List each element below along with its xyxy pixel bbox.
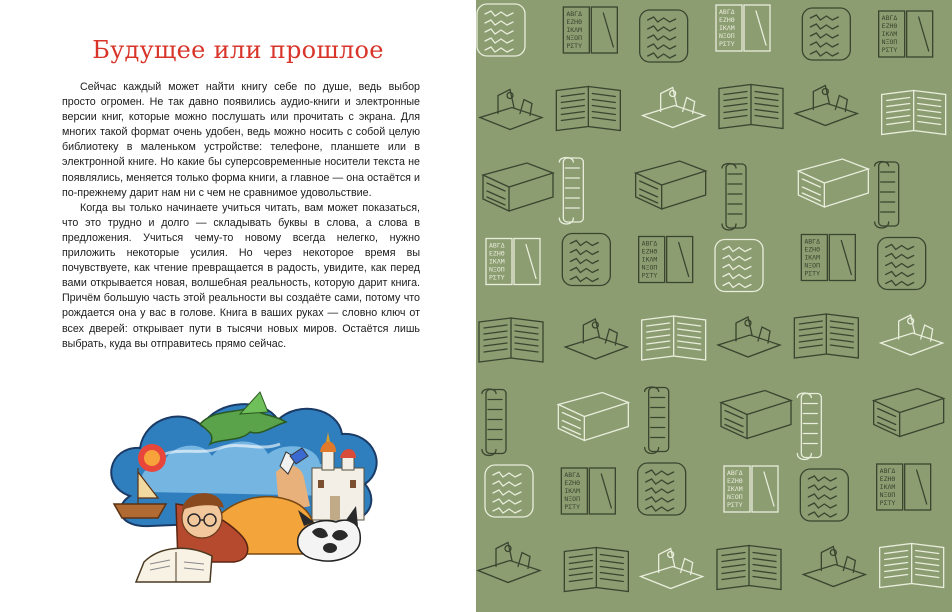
wax-tablet-icon (716, 5, 770, 51)
svg-text:ΕΖΗΘ: ΕΖΗΘ (641, 247, 658, 256)
closed-book-icon (798, 159, 868, 207)
svg-text:ΑΒΓΔ: ΑΒΓΔ (489, 241, 505, 250)
svg-text:ΝΞΟΠ: ΝΞΟΠ (879, 491, 896, 499)
scroll-icon (559, 158, 583, 225)
wax-tablet-icon (486, 239, 540, 285)
paragraph: Когда вы только начинаете учиться читать, вам может показаться, что это трудно и долго — складывать буквы в слова, а слова в предложения. Учиться чему-то новому всегда нелегко, нужно приложить некоторые усилия. Но через некоторое время вы почувствуете, как чтение превращается в радость, увидите, как перед вами открывается новая, волшебная реальность, которую дарит книга. Причём большую часть этой реальности вы создаёте сами, потому что рождается она у вас в голове. Книга в ваших руках — словно ключ от всех дверей: открывает пути в тысячи новых миров. Остаётся лишь выбрать, куда вы отправитесь прямо сейчас. (62, 201, 420, 350)
svg-text:ΝΞΟΠ: ΝΞΟΠ (719, 32, 735, 40)
svg-text:ΡΣΤΥ: ΡΣΤΥ (564, 503, 580, 511)
open-book-icon (717, 546, 781, 590)
clay-tablet-icon (640, 10, 688, 62)
closed-book-icon (483, 163, 553, 211)
scroll-icon (722, 164, 746, 231)
svg-text:ΙΚΛΜ: ΙΚΛΜ (879, 483, 896, 491)
popup-book-icon (565, 319, 627, 359)
svg-text:ΑΒΓΔ: ΑΒΓΔ (727, 469, 743, 477)
popup-book-icon (643, 88, 705, 128)
paragraph: Сейчас каждый может найти книгу себе по душе, ведь выбор просто огромен. Не так давно появились аудио-книги и электронные версии книг, которые можно послушать или прочитать с экрана. Для многих такой формат очень удобен, ведь можно носить с собой целую библиотеку в маленьком устройстве: телефоне, планшете или в электронной книге. Но какие бы суперсовременные носители текста не появлялись, меняется только форма книги, а главное — она остаётся и по-прежнему дарит нам ни с чем не сравнимое удовольствие. (62, 81, 420, 199)
svg-text:ΝΞΟΠ: ΝΞΟΠ (566, 34, 582, 42)
svg-text:ΕΖΗΘ: ΕΖΗΘ (566, 18, 582, 26)
wax-tablet-icon (879, 11, 933, 57)
svg-text:ΝΞΟΠ: ΝΞΟΠ (727, 493, 743, 501)
body-text (62, 80, 420, 352)
right-page (476, 0, 952, 612)
closed-book-icon (874, 389, 944, 437)
popup-book-icon (478, 543, 540, 583)
popup-book-icon (480, 90, 542, 130)
popup-book-icon (803, 547, 865, 587)
clay-tablet-icon (485, 465, 533, 517)
open-book-icon (642, 316, 706, 360)
svg-text:ΡΣΤΥ: ΡΣΤΥ (719, 40, 735, 48)
svg-text:ΕΖΗΘ: ΕΖΗΘ (719, 16, 735, 24)
svg-text:ΝΞΟΠ: ΝΞΟΠ (489, 265, 505, 274)
svg-text:ΝΞΟΠ: ΝΞΟΠ (564, 495, 580, 503)
clay-tablet-icon (878, 238, 926, 290)
closed-book-icon (636, 161, 706, 209)
popup-book-icon (718, 317, 780, 357)
closed-book-icon (721, 391, 791, 439)
svg-text:ΝΞΟΠ: ΝΞΟΠ (881, 38, 898, 46)
svg-text:ΡΣΤΥ: ΡΣΤΥ (881, 46, 898, 54)
boy-reading-illustration (90, 386, 400, 586)
svg-text:ΡΣΤΥ: ΡΣΤΥ (566, 42, 582, 50)
wax-tablet-icon (563, 7, 617, 53)
open-book-icon (564, 548, 628, 592)
clay-tablet-icon (800, 469, 848, 521)
svg-text:ΙΚΛΜ: ΙΚΛΜ (564, 487, 580, 495)
wax-tablet-icon (801, 235, 855, 281)
sun-icon (138, 444, 166, 472)
popup-book-icon (641, 549, 703, 589)
svg-text:ΡΣΤΥ: ΡΣΤΥ (804, 269, 820, 278)
clay-tablet-icon (715, 240, 763, 292)
svg-text:ΝΞΟΠ: ΝΞΟΠ (641, 263, 658, 272)
clay-tablet-icon (562, 234, 610, 286)
svg-text:ΙΚΛΜ: ΙΚΛΜ (881, 30, 898, 38)
svg-text:ΕΖΗΘ: ΕΖΗΘ (727, 477, 743, 485)
scroll-icon (482, 389, 506, 456)
svg-text:ΑΒΓΔ: ΑΒΓΔ (881, 14, 898, 22)
scroll-icon (797, 393, 821, 460)
open-book-icon (794, 314, 858, 358)
svg-text:ΡΣΤΥ: ΡΣΤΥ (641, 271, 658, 280)
svg-text:ΑΒΓΔ: ΑΒΓΔ (641, 239, 658, 248)
svg-text:ΕΖΗΘ: ΕΖΗΘ (564, 479, 580, 487)
closed-book-icon (558, 393, 628, 441)
svg-text:ΙΚΛΜ: ΙΚΛΜ (719, 24, 735, 32)
clay-tablet-icon (477, 4, 525, 56)
svg-text:ΑΒΓΔ: ΑΒΓΔ (879, 467, 896, 475)
svg-text:ΑΒΓΔ: ΑΒΓΔ (804, 237, 820, 246)
wax-tablet-icon (877, 464, 931, 510)
svg-text:ΡΣΤΥ: ΡΣΤΥ (879, 499, 896, 507)
popup-book-icon (881, 315, 943, 355)
svg-text:ΕΖΗΘ: ΕΖΗΘ (804, 245, 820, 254)
scroll-icon (645, 387, 669, 454)
svg-text:ΡΣΤΥ: ΡΣΤΥ (489, 273, 505, 282)
svg-text:ΕΖΗΘ: ΕΖΗΘ (879, 475, 896, 483)
svg-text:ΑΒΓΔ: ΑΒΓΔ (566, 10, 582, 18)
svg-text:ΕΖΗΘ: ΕΖΗΘ (489, 249, 505, 258)
writing-history-pattern (476, 0, 952, 612)
svg-text:ΙΚΛΜ: ΙΚΛΜ (727, 485, 743, 493)
clay-tablet-icon (802, 8, 850, 60)
open-book-icon (479, 318, 543, 362)
svg-text:ΑΒΓΔ: ΑΒΓΔ (719, 8, 735, 16)
wax-tablet-icon (639, 237, 693, 283)
open-book-icon (556, 87, 620, 131)
open-book-icon (719, 85, 783, 129)
svg-text:ΝΞΟΠ: ΝΞΟΠ (804, 261, 820, 270)
svg-text:ΡΣΤΥ: ΡΣΤΥ (727, 501, 743, 509)
svg-text:ΙΚΛΜ: ΙΚΛΜ (804, 253, 820, 262)
wax-tablet-icon (724, 466, 778, 512)
svg-text:ΕΖΗΘ: ΕΖΗΘ (881, 22, 898, 30)
svg-text:ΑΒΓΔ: ΑΒΓΔ (564, 471, 580, 479)
clay-tablet-icon (638, 463, 686, 515)
wax-tablet-icon (561, 468, 615, 514)
page-title: Будущее или прошлое (92, 36, 384, 64)
scroll-icon (875, 162, 899, 229)
svg-text:ΙΚΛΜ: ΙΚΛΜ (566, 26, 582, 34)
open-book-icon (880, 544, 944, 588)
open-book-icon (882, 91, 946, 135)
svg-text:ΙΚΛΜ: ΙΚΛΜ (489, 257, 505, 266)
svg-text:ΙΚΛΜ: ΙΚΛΜ (641, 255, 658, 264)
popup-book-icon (795, 86, 857, 126)
